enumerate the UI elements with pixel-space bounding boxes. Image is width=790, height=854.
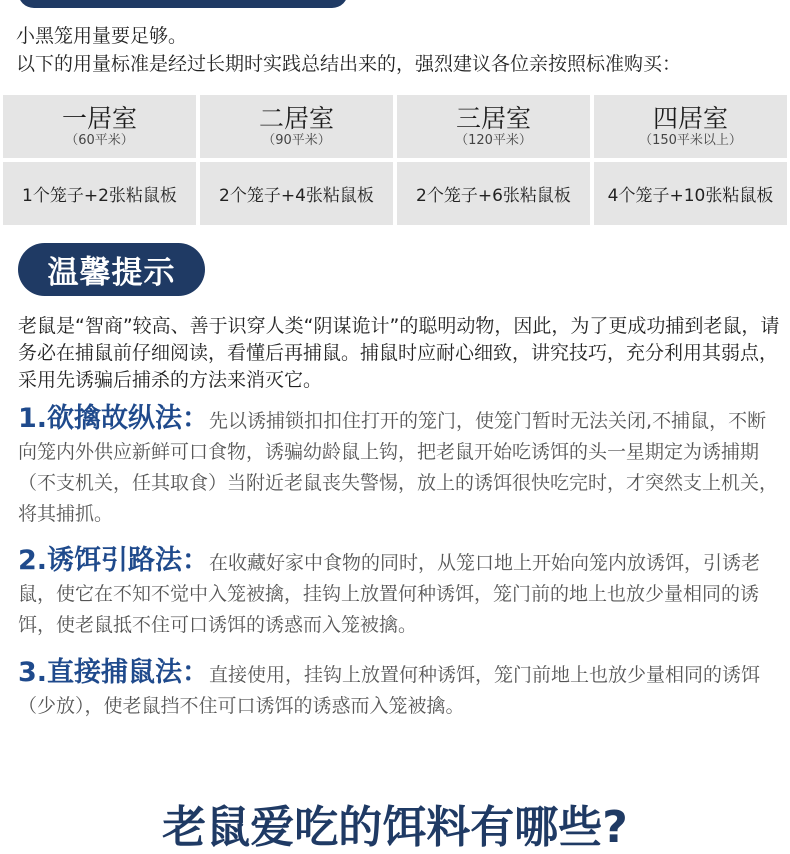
room-area: （60平米） (65, 132, 134, 148)
room-name: 二居室 (258, 103, 334, 133)
top-banner-decoration (18, 0, 348, 8)
table-header-cell (200, 95, 393, 158)
tip-title: 1.欲擒故纵法： (18, 403, 210, 434)
tip-body: 直接使用，挂钩上放置何种诱饵，笼门前地上也放少量相同的诱饵（少放），使老鼠挡不住可口诱饵的诱惑而入笼被擒。 (18, 664, 761, 717)
tip-item (18, 545, 782, 641)
tip-title: 3.直接捕鼠法： (18, 657, 210, 688)
tips-title: 温馨提示 (47, 255, 176, 291)
room-area: （120平米） (455, 132, 532, 148)
table-header-cell (3, 95, 196, 158)
table-value-cell: 2个笼子+6张粘鼠板 (397, 162, 590, 225)
room-name: 四居室 (652, 103, 728, 133)
table-value-cell: 1个笼子+2张粘鼠板 (3, 162, 196, 225)
room-area: （150平米以上） (639, 132, 742, 148)
room-name: 三居室 (455, 103, 531, 133)
section-heading: 老鼠爱吃的饵料有哪些? (162, 802, 628, 853)
table-header-cell (397, 95, 590, 158)
table-value-cell: 4个笼子+10张粘鼠板 (594, 162, 787, 225)
tips-badge (18, 243, 205, 296)
tip-title: 2.诱饵引路法： (18, 545, 210, 576)
usage-table (3, 95, 787, 225)
room-name: 一居室 (61, 103, 137, 133)
table-header-cell (594, 95, 787, 158)
tips-intro-paragraph: 老鼠是“智商”较高、善于识穿人类“阴谋诡计”的聪明动物，因此，为了更成功捕到老鼠，请务必在捕鼠前仔细阅读，看懂后再捕鼠。捕鼠时应耐心细致，讲究技巧，充分利用其弱点，采用先诱骗后捕杀的方法来消灭它。 (18, 315, 780, 391)
room-area: （90平米） (262, 132, 331, 148)
tip-body: 在收藏好家中食物的同时，从笼口地上开始向笼内放诱饵，引诱老鼠，使它在不知不觉中入笼被擒，挂钩上放置何种诱饵，笼门前的地上也放少量相同的诱饵，使老鼠抵不住可口诱饵的诱惑而入笼被擒。 (18, 552, 761, 636)
tip-body: 先以诱捕锁扣扣住打开的笼门，使笼门暂时无法关闭,不捕鼠，不断向笼内外供应新鲜可口食物，诱骗幼龄鼠上钩，把老鼠开始吃诱饵的头一星期定为诱捕期（不支机关，任其取食）当附近老鼠丧失警惕，放上的诱饵很快吃完时，才突然支上机关，将其捕抓。 (18, 410, 779, 525)
intro-text (16, 22, 681, 78)
tip-item (18, 403, 782, 530)
table-value-cell: 2个笼子+4张粘鼠板 (200, 162, 393, 225)
intro-line-1: 小黑笼用量要足够。 (16, 25, 188, 47)
intro-line-2: 以下的用量标准是经过长期时实践总结出来的，强烈建议各位亲按照标准购买： (16, 53, 682, 75)
tip-item (18, 657, 782, 722)
